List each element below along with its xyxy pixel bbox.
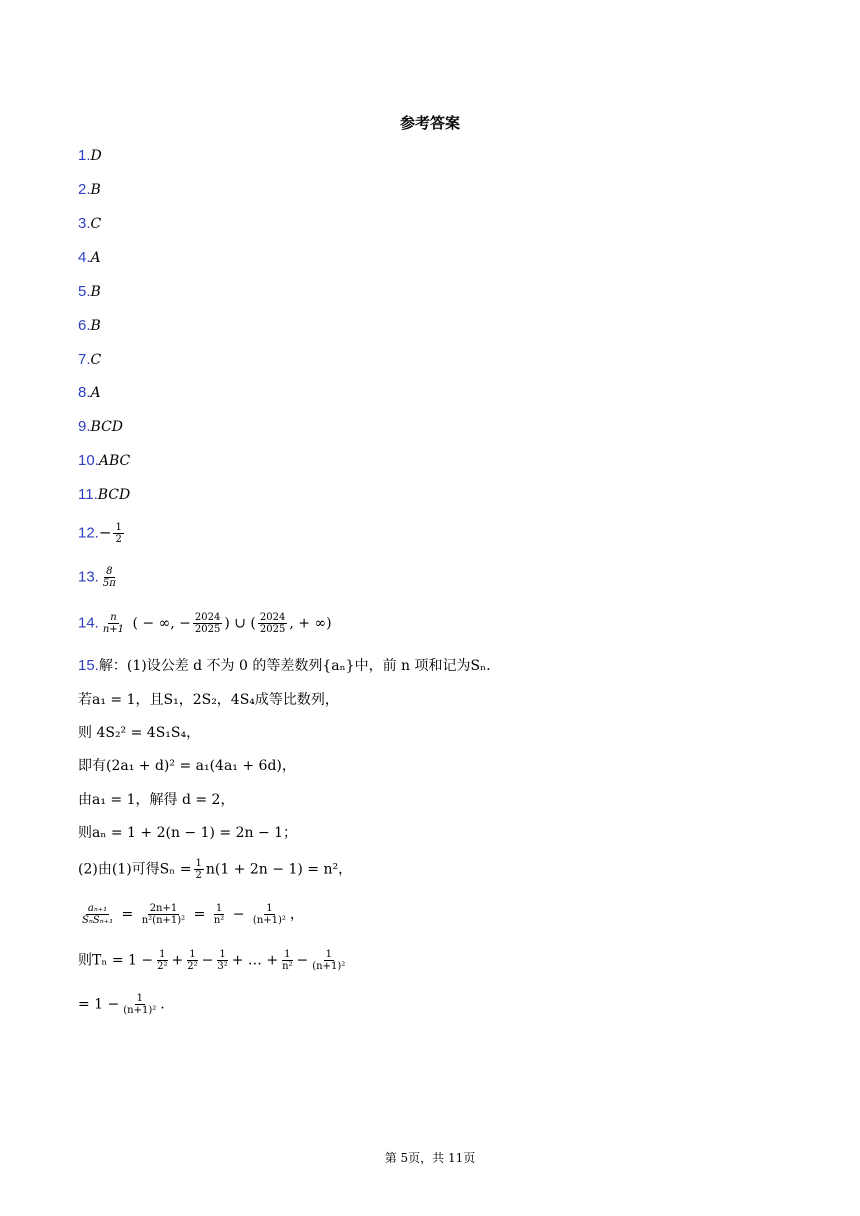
choice-answer-row xyxy=(78,146,102,166)
fraction: $\frac{1}{\text{(n+1)²}}$ xyxy=(123,993,157,1016)
answer-15-line: $\frac{\text{aₙ₊₁}}{\text{SₙSₙ₊₁}}$ = $\frac{2n+1}{\text{n²(n+1)²}}$ = $\frac{1}{\text{n²}}$ − $\frac{1}{\text{(n+1)²}}$ ， xyxy=(82,903,304,926)
answer-15-line: 则 4S₂² = 4S₁S₄， xyxy=(78,725,201,741)
choice-answer-row xyxy=(78,316,101,336)
answer-12 xyxy=(78,522,126,545)
fraction: $\frac{2024}{2025}$ xyxy=(259,612,286,635)
answer-letter: C xyxy=(90,216,102,232)
question-number: 4. xyxy=(78,249,91,266)
choice-answer-row xyxy=(78,485,130,505)
question-number: 15. xyxy=(78,657,99,674)
question-number: 11. xyxy=(78,486,98,503)
question-number: 2. xyxy=(78,181,91,198)
answer-15-line: 若a₁ = 1，且S₁，2S₂，4S₄成等比数列， xyxy=(78,692,339,708)
choice-answer-row xyxy=(78,248,101,268)
choice-answer-row xyxy=(78,350,101,370)
answer-letter: C xyxy=(90,352,102,368)
minus-sign: − xyxy=(98,523,112,542)
page-footer: 第 5页，共 11页 xyxy=(384,1151,476,1165)
question-number: 10. xyxy=(78,452,99,469)
answer-15-line: (2)由(1)可得Sₙ = $\frac{1}{2}$ n(1 + 2n − 1) = n²， xyxy=(78,858,353,881)
answer-15-line: 即有(2a₁ + d)² = a₁(4a₁ + 6d)， xyxy=(78,758,296,774)
answer-15-line: 由a₁ = 1，解得 d = 2， xyxy=(78,792,235,808)
fraction: $\frac{1}{\text{2²}}$ xyxy=(187,949,198,972)
fraction: $\frac{\text{aₙ₊₁}}{\text{SₙSₙ₊₁}}$ xyxy=(82,903,114,926)
answer-letter: B xyxy=(90,284,101,300)
question-number: 9. xyxy=(78,418,91,435)
answer-13 xyxy=(78,566,120,589)
answer-15-line: 15.解：(1)设公差 d 不为 0 的等差数列{aₙ}中，前 n 项和记为Sₙ. xyxy=(78,657,491,674)
fraction: $\frac{1}{\text{3²}}$ xyxy=(217,949,228,972)
question-number: 1. xyxy=(78,147,91,164)
fraction: $\frac{1}{\text{(n+1)²}}$ xyxy=(252,903,286,926)
question-number: 5. xyxy=(78,283,91,300)
fraction: $\frac{1}{\text{n²}}$ xyxy=(282,949,293,972)
answer-letter: ABC xyxy=(98,453,131,469)
question-number: 3. xyxy=(78,215,91,232)
question-number: 7. xyxy=(78,351,91,368)
fraction: $\frac{8}{5\pi}$ xyxy=(102,566,116,589)
fraction: $\frac{n}{n+1}$ xyxy=(102,612,125,635)
choice-answer-row xyxy=(78,383,101,403)
answer-letter: BCD xyxy=(97,487,131,503)
answer-letter: A xyxy=(90,250,101,266)
fraction: $\frac{1}{2}$ xyxy=(195,858,202,881)
choice-answer-row xyxy=(78,282,101,302)
choice-answer-row xyxy=(78,214,101,234)
question-number: 13. xyxy=(78,568,99,586)
answer-letter: B xyxy=(90,182,101,198)
fraction: $\frac{1}{\text{n²}}$ xyxy=(213,903,225,926)
choice-answer-row xyxy=(78,451,130,471)
question-number: 12. xyxy=(78,524,99,542)
question-number: 8. xyxy=(78,384,91,401)
answer-letter: BCD xyxy=(90,419,123,435)
answer-14: 14. $\frac{n}{n+1}$ ( − ∞, − $\frac{2024}{2025}$ ) ∪ ( $\frac{2024}{2025}$ , + ∞) xyxy=(78,612,332,635)
answer-letter: B xyxy=(90,318,101,334)
question-number: 14. xyxy=(78,614,99,632)
page-title: 参考答案 xyxy=(399,114,460,132)
answer-letter: A xyxy=(90,385,101,401)
question-number: 6. xyxy=(78,317,91,334)
choice-answer-row xyxy=(78,180,101,200)
answer-letter: D xyxy=(90,148,102,164)
answer-15-line: = 1 − $\frac{1}{\text{(n+1)²}}$ . xyxy=(78,993,165,1016)
fraction: $\frac{1}{2}$ xyxy=(115,522,122,545)
fraction: $\frac{1}{\text{2²}}$ xyxy=(157,949,168,972)
fraction: $\frac{2024}{2025}$ xyxy=(194,612,221,635)
answer-15-line: 则Tₙ = 1 − $\frac{1}{\text{2²}}$ + $\frac{1}{\text{2²}}$ − $\frac{1}{\text{3²}}$ + … + $\frac{1}{\text{n²}}$ − $\frac{1}{\text{(n+1)²}}$ xyxy=(78,949,346,972)
answer-15-line: 则aₙ = 1 + 2(n − 1) = 2n − 1； xyxy=(78,825,298,841)
fraction: $\frac{2n+1}{\text{n²(n+1)²}}$ xyxy=(141,903,186,926)
choice-answer-row xyxy=(78,417,123,437)
fraction: $\frac{1}{\text{(n+1)²}}$ xyxy=(312,949,346,972)
